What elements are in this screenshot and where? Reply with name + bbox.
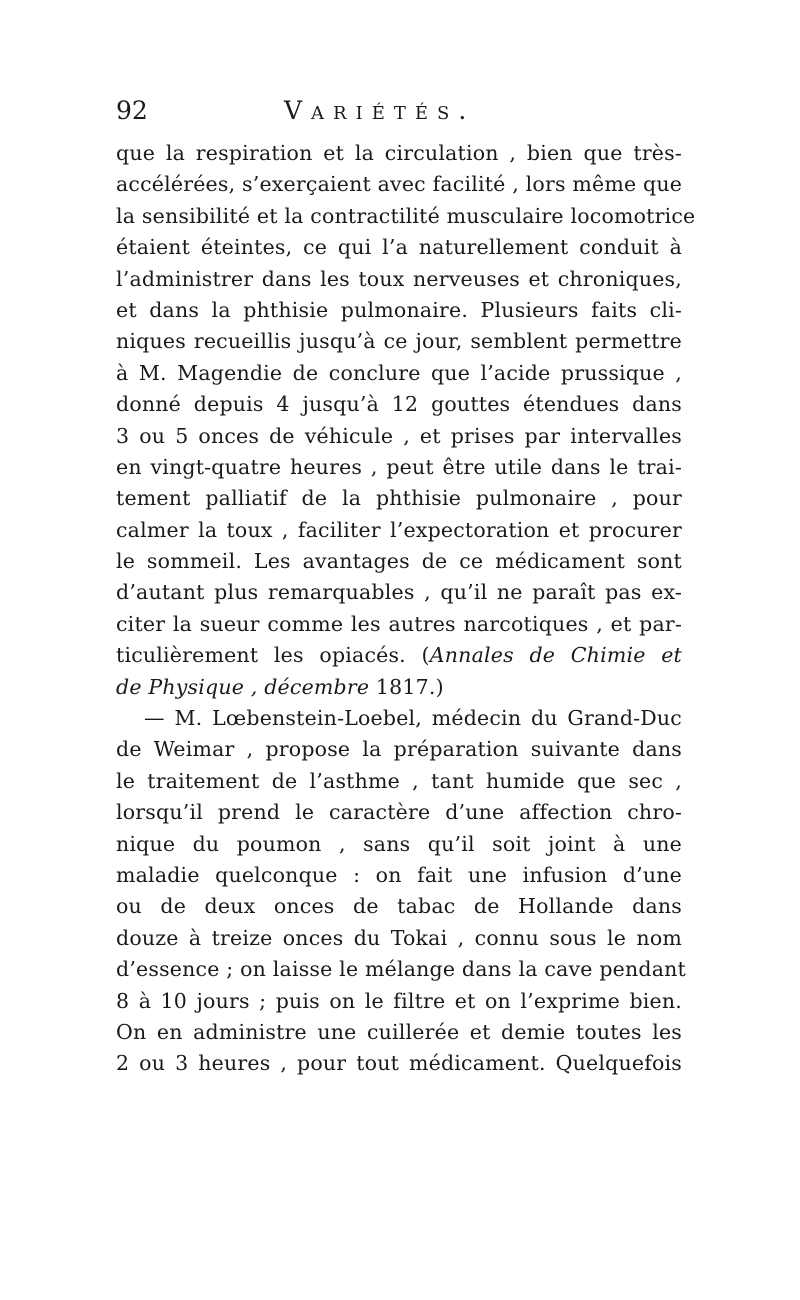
text-line: citer la sueur comme les autres narcotiques , et par- xyxy=(116,611,682,636)
text-line: d’essence ; on laisse le mélange dans la cave pendant xyxy=(116,957,686,982)
text-line: maladie quelconque : on fait une infusion d’une xyxy=(116,862,682,887)
text-line: que la respiration et la circulation , bien que très- xyxy=(116,141,682,165)
text-line: calmer la toux , faciliter l’expectoration et procurer xyxy=(116,517,682,542)
text-line: et dans la phthisie pulmonaire. Plusieurs faits cli- xyxy=(116,297,682,322)
body-text xyxy=(116,138,696,1080)
text-line: lorsqu’il prend le caractère d’une affection chro- xyxy=(116,800,682,825)
text-line: 2 ou 3 heures , pour tout médicament. Quelquefois xyxy=(116,1051,682,1076)
text-line: donné depuis 4 jusqu’à 12 gouttes étendues dans xyxy=(116,392,682,417)
page-number: 92 xyxy=(116,96,148,125)
text-line: douze à treize onces du Tokai , connu sous le nom xyxy=(116,925,682,950)
text-line: On en administre une cuillerée et demie toutes les xyxy=(116,1019,682,1044)
text-line: le sommeil. Les avantages de ce médicament sont xyxy=(116,549,682,574)
text-line: ou de deux onces de tabac de Hollande dans xyxy=(116,894,682,919)
text-line: tement palliatif de la phthisie pulmonaire , pour xyxy=(116,486,682,511)
text-line: en vingt-quatre heures , peut être utile dans le trai- xyxy=(116,454,682,479)
citation-date: 1817.) xyxy=(369,674,444,699)
citation-title: Annales de Chimie et xyxy=(429,643,682,668)
running-head: Variétés. xyxy=(284,96,476,125)
text-line: de Weimar , propose la préparation suivante dans xyxy=(116,737,682,762)
text-line: d’autant plus remarquables , qu’il ne paraît pas ex- xyxy=(116,580,682,605)
text-line: à M. Magendie de conclure que l’acide prussique , xyxy=(116,360,682,385)
text-line: nique du poumon , sans qu’il soit joint à une xyxy=(116,831,682,856)
text-line: — M. Lœbenstein-Loebel, médecin du Grand-Duc xyxy=(144,706,682,731)
text-line: la sensibilité et la contractilité musculaire locomotrice xyxy=(116,203,696,228)
page-header xyxy=(116,96,682,130)
text-line: le traitement de l’asthme , tant humide que sec , xyxy=(116,768,682,793)
text-line: étaient éteintes, ce qui l’a naturellement conduit à xyxy=(116,235,682,260)
text-line: accélérées, s’exerçaient avec facilité , lors même que xyxy=(116,172,683,197)
text-line: l’administrer dans les toux nerveuses et chroniques, xyxy=(116,266,682,291)
citation-line-end xyxy=(116,672,682,703)
citation-line xyxy=(116,640,682,671)
text-line: 8 à 10 jours ; puis on le filtre et on l’exprime bien. xyxy=(116,988,682,1013)
text-line: 3 ou 5 onces de véhicule , et prises par intervalles xyxy=(116,423,682,448)
citation-title-cont: de Physique , décembre xyxy=(116,674,370,699)
text-line: niques recueillis jusqu’à ce jour, semblent permettre xyxy=(116,329,682,354)
citation-lead: ticulièrement les opiacés. ( xyxy=(116,643,430,668)
